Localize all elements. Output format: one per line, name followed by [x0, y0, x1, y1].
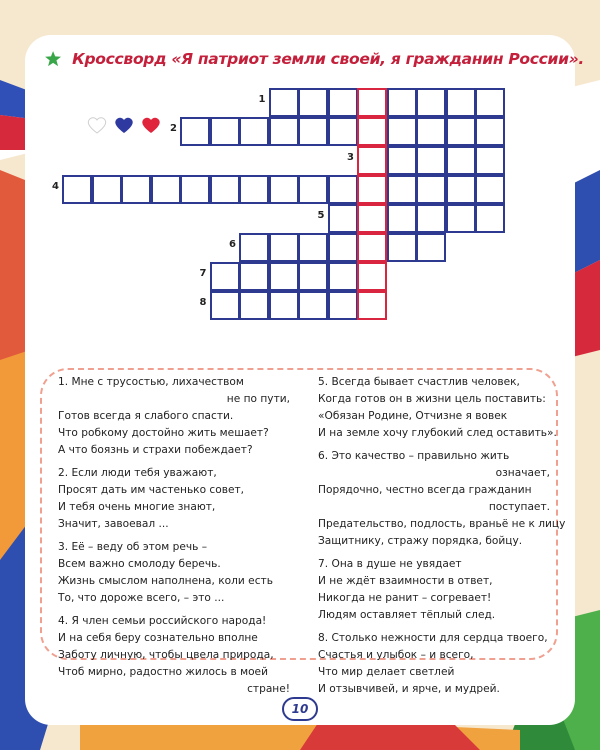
- clue-line: 4. Я член семьи российского народа!: [58, 615, 267, 627]
- clue-number-4: 4: [52, 181, 59, 192]
- clue-item: [318, 556, 550, 624]
- clue-line: означает,: [495, 467, 550, 479]
- clue-line: Жизнь смыслом наполнена, коли есть: [58, 575, 273, 587]
- title-text: Кроссворд «Я патриот земли своей, я гражданин России».: [72, 50, 584, 68]
- clue-line: Просят дать им частенько совет,: [58, 484, 245, 496]
- clue-line: не по пути,: [226, 393, 290, 405]
- clue-line: Всем важно смолоду беречь.: [58, 558, 221, 570]
- clue-number-5: 5: [317, 210, 325, 221]
- clue-line: Людям оставляет тёплый след.: [318, 609, 496, 621]
- clue-item: [58, 539, 290, 607]
- clue-line: И на земле хочу глубокий след оставить».: [318, 427, 557, 439]
- clue-line: Никогда не ранит – согревает!: [318, 592, 492, 604]
- clue-line: Заботу личную, чтобы цвела природа,: [58, 649, 274, 661]
- clue-item: [58, 374, 290, 459]
- clue-line: 1. Мне с трусостью, лихачеством: [58, 376, 244, 388]
- clue-item: [318, 448, 566, 550]
- clue-line: Порядочно, честно всегда гражданин: [318, 484, 532, 496]
- clue-number-8: 8: [199, 297, 207, 308]
- heart-white-icon: [88, 118, 105, 133]
- clue-line: Готов всегда я слабого спасти.: [58, 410, 234, 422]
- clue-line: Чтоб мирно, радостно жилось в моей: [58, 666, 268, 678]
- clue-line: «Обязан Родине, Отчизне я вовек: [318, 410, 508, 422]
- clue-line: И на себя беру сознательно вполне: [58, 632, 258, 644]
- clue-line: Предательство, подлость, враньё не к лицу: [318, 518, 566, 530]
- clue-line: 2. Если люди тебя уважают,: [58, 467, 217, 479]
- clue-number-6: 6: [229, 239, 236, 250]
- clue-line: стране!: [247, 683, 290, 695]
- clue-line: 3. Её – веду об этом речь –: [58, 541, 208, 553]
- clue-line: 6. Это качество – правильно жить: [318, 450, 510, 462]
- star-icon: [44, 48, 62, 70]
- clue-line: 5. Всегда бывает счастлив человек,: [318, 376, 520, 388]
- clue-line: Счастья и улыбок – и всего,: [318, 649, 474, 661]
- clue-number-7: 7: [199, 268, 207, 279]
- page-number: 10: [282, 697, 318, 721]
- clue-line: Что робкому достойно жить мешает?: [58, 427, 269, 439]
- clue-line: И тебя очень многие знают,: [58, 501, 216, 513]
- clue-line: И не ждёт взаимности в ответ,: [318, 575, 493, 587]
- clue-number-3: 3: [347, 152, 354, 163]
- heart-red-icon: [142, 118, 159, 133]
- clue-line: Когда готов он в жизни цель поставить:: [318, 393, 546, 405]
- clue-item: [318, 630, 550, 698]
- clue-line: Значит, завоевал ...: [58, 518, 169, 530]
- clue-line: 7. Она в душе не увядает: [318, 558, 462, 570]
- clue-line: Защитнику, стражу порядка, бойцу.: [318, 535, 523, 547]
- clue-line: поступает.: [488, 501, 550, 513]
- clue-item: [58, 465, 290, 533]
- clue-number-2: 2: [170, 123, 177, 134]
- clue-line: Что мир делает светлей: [318, 666, 455, 678]
- clue-line: То, что дороже всего, – это ...: [58, 592, 225, 604]
- clues-right-column: [318, 374, 566, 704]
- clue-line: И отзывчивей, и ярче, и мудрей.: [318, 683, 500, 695]
- clue-item: [58, 613, 290, 698]
- clues-left-column: [58, 374, 290, 704]
- clue-number-1: 1: [258, 94, 266, 105]
- heart-blue-icon: [115, 118, 132, 133]
- clue-item: [318, 374, 557, 442]
- clue-line: А что боязнь и страхи побеждает?: [58, 444, 253, 456]
- page-title: [44, 44, 584, 74]
- clue-line: 8. Столько нежности для сердца твоего,: [318, 632, 548, 644]
- hearts-decoration: [86, 114, 166, 136]
